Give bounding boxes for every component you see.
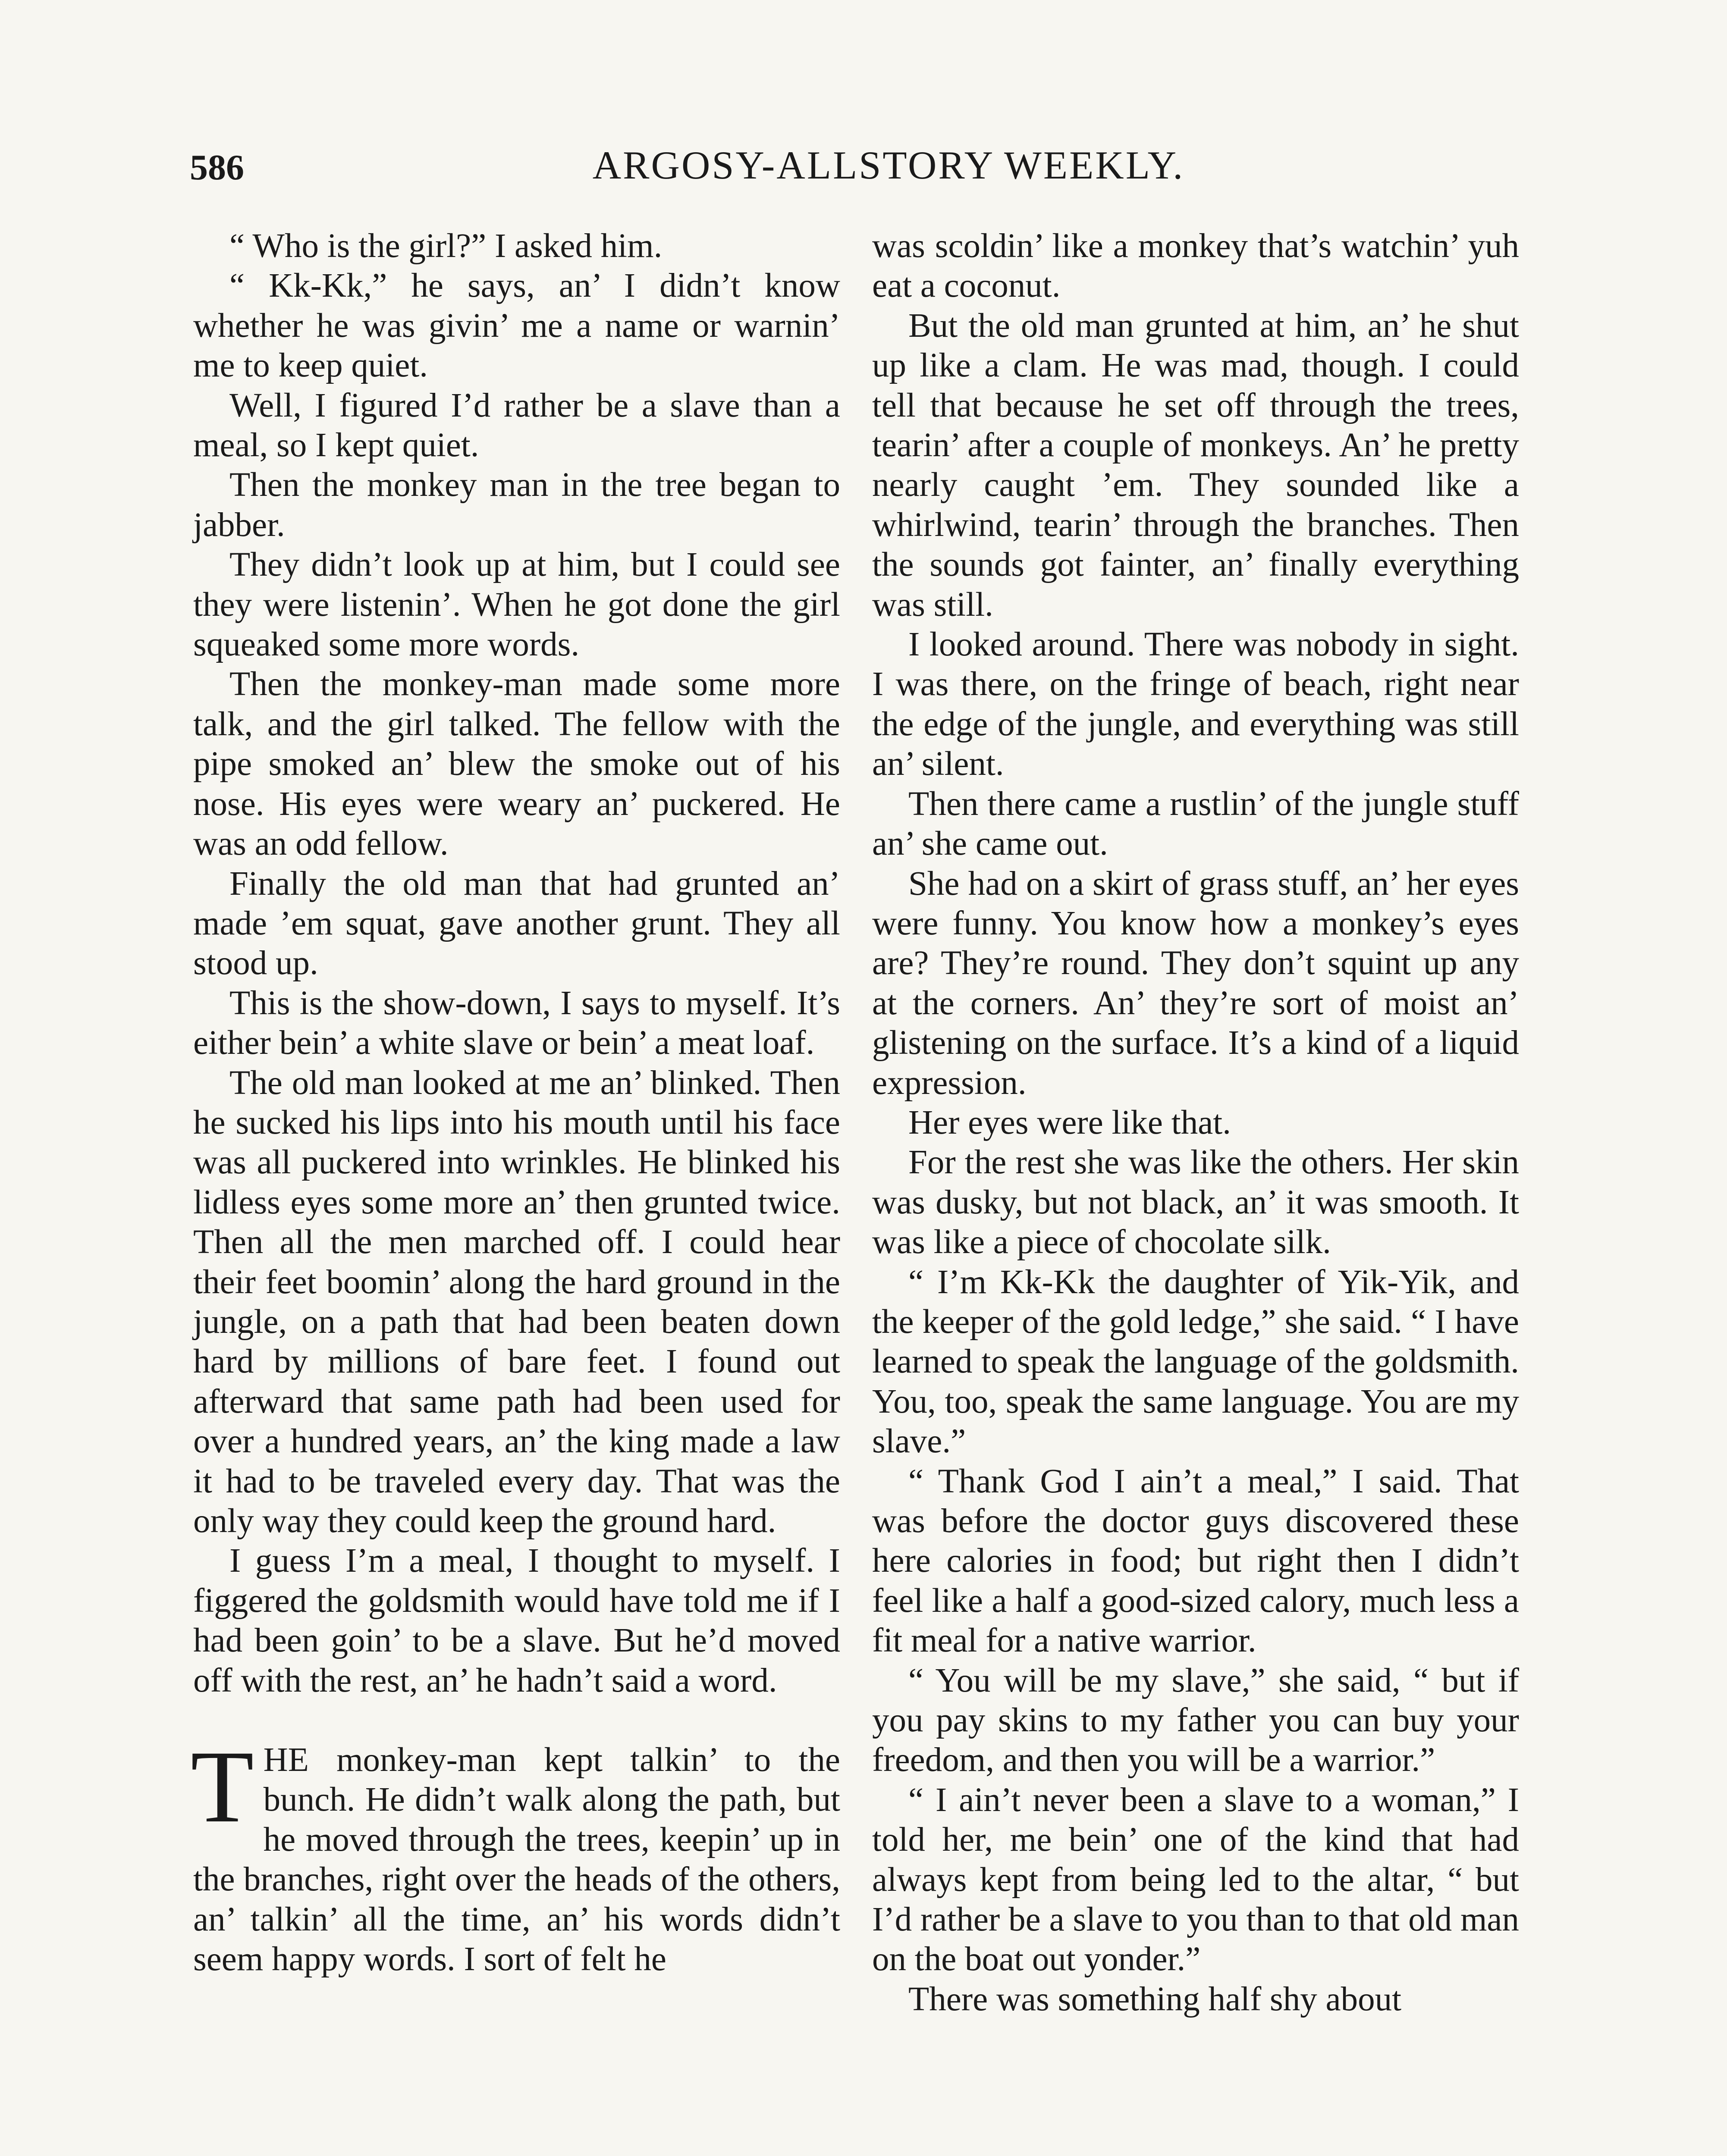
- left-column: [193, 226, 840, 1979]
- right-column: [872, 226, 1519, 2019]
- paragraph: “ I ain’t never been a slave to a woman,” I told her, me bein’ one of the kind that had always kept from being led to the altar, “ but I’d rather be a slave to you than to that old man on the boat out yonder.”: [872, 1781, 1519, 1978]
- section-opening-text: HE monkey-man kept talkin’ to the bunch. He didn’t walk along the path, but he moved through the trees, keepin’ up in the branches, right over the heads of the others, an’ talkin’ all the time, an’ his words didn’t seem happy words. I sort of felt he: [193, 1741, 840, 1978]
- paragraph: I guess I’m a meal, I thought to myself. I figgered the goldsmith would have told me if I had been goin’ to be a slave. But he’d moved off with the rest, an’ he hadn’t said a word.: [193, 1542, 840, 1699]
- paragraph: “ You will be my slave,” she said, “ but if you pay skins to my father you can buy your freedom, and then you will be a warrior.”: [872, 1661, 1519, 1779]
- paragraph: For the rest she was like the others. Her skin was dusky, but not black, an’ it was smooth. It was like a piece of chocolate silk.: [872, 1144, 1519, 1261]
- paragraph: Then there came a rustlin’ of the jungle stuff an’ she came out.: [872, 785, 1519, 863]
- magazine-title: ARGOSY-ALLSTORY WEEKLY.: [592, 143, 1185, 187]
- paragraph: They didn’t look up at him, but I could see they were listenin’. When he got done the girl squeaked some more words.: [193, 546, 840, 664]
- paragraph: There was something half shy about: [908, 1980, 1402, 2018]
- paragraph: The old man looked at me an’ blinked. Then he sucked his lips into his mouth until his face was all puckered into wrinkles. He blinked his lidless eyes some more an’ then grunted twice. Then all the men marched off. I could hear their feet boomin’ along the hard ground in the jungle, on a path that had been beaten down hard by millions of bare feet. I found out afterward that same path had been used for over a hundred years, an’ the king made a law it had to be traveled every day. That was the only way they could keep the ground hard.: [193, 1064, 840, 1540]
- paragraph: I looked around. There was nobody in sight. I was there, on the fringe of beach, right near the edge of the jungle, and everything was still an’ silent.: [872, 626, 1519, 783]
- paragraph: She had on a skirt of grass stuff, an’ her eyes were funny. You know how a monkey’s eyes are? They’re round. They don’t squint up any at the corners. An’ they’re sort of moist an’ glistening on the surface. It’s a kind of a liquid expression.: [872, 865, 1519, 1102]
- paragraph: Her eyes were like that.: [908, 1103, 1231, 1141]
- page-header: [190, 142, 1587, 203]
- paragraph: This is the show-down, I says to myself. It’s either bein’ a white slave or bein’ a meat loaf.: [193, 984, 840, 1062]
- continued-paragraph: was scoldin’ like a monkey that’s watchin’ yuh eat a coconut.: [872, 227, 1519, 305]
- paragraph: Then the monkey man in the tree began to jabber.: [193, 466, 840, 544]
- paragraph: “ I’m Kk-Kk the daughter of Yik-Yik, and the keeper of the gold ledge,” she said. “ I have learned to speak the language of the goldsmith. You, too, speak the same language. You are my slave.”: [872, 1263, 1519, 1460]
- drop-cap: T: [191, 1729, 254, 1844]
- paragraph: Then the monkey-man made some more talk, and the girl talked. The fellow with the pipe smoked an’ blew the smoke out of his nose. His eyes were weary an’ puckered. He was an odd fellow.: [193, 665, 840, 863]
- paragraph: Finally the old man that had grunted an’ made ’em squat, gave another grunt. They all stood up.: [193, 865, 840, 982]
- section-opening-paragraph: [191, 1729, 840, 1979]
- paragraph: “ Thank God I ain’t a meal,” I said. That was before the doctor guys discovered these here calories in food; but right then I didn’t feel like a half a good-sized calory, much less a fit meal for a native warrior.: [872, 1462, 1519, 1660]
- paragraph: “ Kk-Kk,” he says, an’ I didn’t know whether he was givin’ me a name or warnin’ me to keep quiet.: [193, 267, 840, 385]
- page-number: 586: [190, 147, 244, 188]
- paragraph: “ Who is the girl?” I asked him.: [229, 227, 663, 265]
- paragraph: Well, I figured I’d rather be a slave than a meal, so I kept quiet.: [193, 386, 840, 464]
- paragraph: But the old man grunted at him, an’ he shut up like a clam. He was mad, though. I could tell that because he set off through the trees, tearin’ after a couple of monkeys. An’ he pretty nearly caught ’em. They sounded like a whirlwind, tearin’ through the branches. Then the sounds got fainter, an’ finally everything was still.: [872, 307, 1519, 624]
